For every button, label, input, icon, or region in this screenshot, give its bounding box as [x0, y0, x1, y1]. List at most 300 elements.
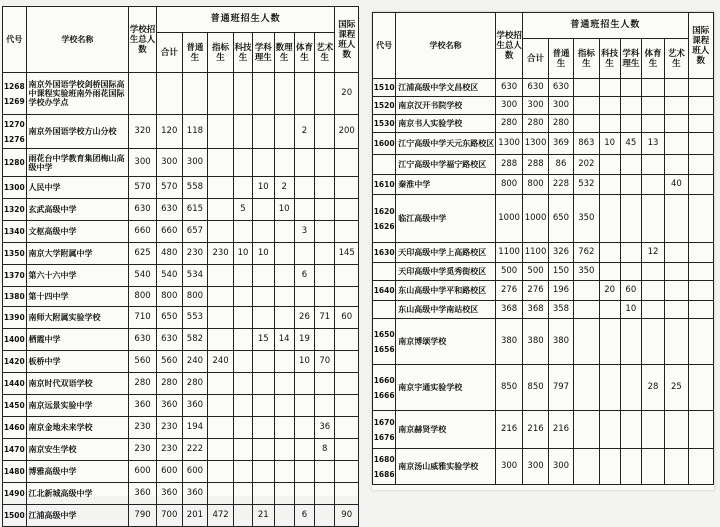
row-arts	[665, 79, 688, 97]
row-code-start: 1300	[3, 183, 25, 192]
row-code	[3, 461, 27, 483]
row-general: 600	[182, 461, 208, 483]
row-sci-tech	[599, 97, 620, 115]
row-sci-gifted: 60	[620, 281, 641, 301]
row-math-phys	[274, 73, 294, 115]
row-code-start: 1420	[3, 357, 25, 366]
table-row	[3, 243, 359, 265]
row-code-start: 1520	[373, 101, 395, 110]
row-name: 南京远景实验中学	[26, 395, 129, 417]
row-sci-gifted	[253, 351, 274, 373]
row-designated	[208, 461, 234, 483]
row-sports	[294, 177, 314, 199]
row-code	[3, 505, 27, 527]
col-scigifted-header: 学科理生	[253, 33, 274, 73]
row-designated: 240	[208, 351, 234, 373]
row-general: 196	[548, 281, 573, 301]
row-total: 230	[129, 417, 157, 439]
row-math-phys	[274, 483, 294, 505]
row-sci-gifted	[253, 307, 274, 329]
row-total: 380	[495, 319, 523, 365]
row-sci-gifted	[253, 221, 274, 243]
row-sci-gifted: 10	[253, 243, 274, 265]
row-name: 临江高级中学	[396, 195, 496, 243]
table-row	[3, 265, 359, 287]
row-intl	[688, 263, 713, 281]
row-arts	[315, 149, 335, 177]
row-intl	[335, 395, 359, 417]
row-math-phys	[274, 287, 294, 307]
row-total: 500	[495, 263, 523, 281]
row-designated	[574, 301, 599, 319]
row-sports	[641, 175, 664, 195]
row-sci-gifted	[253, 417, 274, 439]
row-code	[373, 301, 396, 319]
row-name: 天印高级中学觅秀街校区	[396, 263, 496, 281]
col-general-header: 普通生	[548, 39, 573, 79]
row-subtotal: 700	[156, 505, 182, 527]
row-sports	[641, 195, 664, 243]
row-designated: 532	[574, 175, 599, 195]
right-sheet	[372, 12, 714, 490]
row-subtotal: 1100	[523, 243, 548, 263]
row-sci-tech	[599, 115, 620, 133]
row-intl: 90	[335, 505, 359, 527]
table-row	[3, 329, 359, 351]
right-enrollment-table	[372, 12, 714, 485]
row-subtotal: 600	[156, 461, 182, 483]
row-general: 615	[182, 199, 208, 221]
row-sports: 28	[641, 365, 664, 411]
row-sports: 2	[294, 115, 314, 149]
row-general: 300	[548, 97, 573, 115]
row-designated	[208, 483, 234, 505]
row-code	[3, 199, 27, 221]
row-total: 850	[495, 365, 523, 411]
row-sci-tech	[599, 175, 620, 195]
row-sci-tech: 10	[599, 133, 620, 155]
row-code-end: 1666	[373, 390, 395, 400]
row-arts: 70	[315, 351, 335, 373]
row-intl	[335, 177, 359, 199]
table-row	[373, 115, 714, 133]
row-code-start: 1400	[3, 335, 25, 344]
row-sci-gifted	[620, 411, 641, 449]
col-intl-header: 国际课程班人数	[335, 7, 359, 73]
col-total-header: 学校招生总人数	[129, 7, 157, 73]
row-intl: 20	[335, 73, 359, 115]
row-math-phys	[274, 307, 294, 329]
row-sports	[641, 97, 664, 115]
row-designated	[574, 449, 599, 485]
row-name: 江北新城高级中学	[26, 483, 129, 505]
row-code	[3, 287, 27, 307]
row-math-phys	[274, 351, 294, 373]
row-arts	[665, 301, 688, 319]
row-designated	[208, 221, 234, 243]
row-sci-tech	[599, 243, 620, 263]
row-general: 657	[182, 221, 208, 243]
row-math-phys	[274, 417, 294, 439]
row-math-phys	[274, 243, 294, 265]
row-name: 玄武高级中学	[26, 199, 129, 221]
row-name: 东山高级中学南站校区	[396, 301, 496, 319]
row-subtotal: 216	[523, 411, 548, 449]
row-code-start: 1650	[373, 329, 395, 339]
row-sci-gifted	[253, 483, 274, 505]
row-intl	[335, 483, 359, 505]
row-code-start: 1470	[3, 445, 25, 454]
row-arts	[315, 329, 335, 351]
row-name: 秦淮中学	[396, 175, 496, 195]
row-name: 江宁高级中学福宁路校区	[396, 155, 496, 175]
row-name: 南京金地未来学校	[26, 417, 129, 439]
row-name: 南京宇通实验学校	[396, 365, 496, 411]
row-sports: 6	[294, 505, 314, 527]
row-code	[373, 365, 396, 411]
row-math-phys	[274, 149, 294, 177]
row-code	[373, 195, 396, 243]
row-sci-gifted	[620, 319, 641, 365]
row-sci-gifted	[620, 195, 641, 243]
row-code-start: 1680	[373, 454, 395, 464]
row-name: 南京汤山威雅实验学校	[396, 449, 496, 485]
col-code-header: 代号	[373, 13, 396, 79]
row-intl	[335, 265, 359, 287]
row-sci-tech	[233, 483, 252, 505]
row-designated	[208, 395, 234, 417]
row-designated	[574, 79, 599, 97]
row-subtotal: 650	[156, 307, 182, 329]
col-designated-header: 指标生	[208, 33, 234, 73]
table-row	[373, 365, 714, 411]
row-designated	[208, 307, 234, 329]
row-subtotal: 360	[156, 483, 182, 505]
row-name: 江浦高级中学文昌校区	[396, 79, 496, 97]
row-general: 558	[182, 177, 208, 199]
row-arts	[665, 449, 688, 485]
row-name: 南京赫贤学校	[396, 411, 496, 449]
row-designated: 350	[574, 263, 599, 281]
table-row	[373, 301, 714, 319]
row-designated	[208, 265, 234, 287]
row-code-start: 1390	[3, 313, 25, 322]
row-code-start: 1490	[3, 489, 25, 498]
row-code	[3, 243, 27, 265]
row-code	[373, 133, 396, 155]
row-designated	[574, 115, 599, 133]
row-general: 300	[182, 149, 208, 177]
table-row	[373, 79, 714, 97]
col-scitech-header: 科技生	[599, 39, 620, 79]
row-designated	[208, 115, 234, 149]
row-intl	[688, 97, 713, 115]
row-sports	[641, 79, 664, 97]
row-arts	[665, 263, 688, 281]
row-total: 630	[129, 199, 157, 221]
row-code-start: 1600	[373, 139, 395, 148]
row-code-start: 1510	[373, 83, 395, 92]
row-code	[373, 97, 396, 115]
row-intl: 60	[335, 307, 359, 329]
row-math-phys	[274, 505, 294, 527]
table-row	[3, 287, 359, 307]
row-sci-gifted	[253, 265, 274, 287]
row-general: 216	[548, 411, 573, 449]
row-code-start: 1340	[3, 227, 25, 236]
row-total: 540	[129, 265, 157, 287]
row-designated	[208, 373, 234, 395]
row-sports	[294, 439, 314, 461]
row-sci-tech	[233, 329, 252, 351]
row-code	[373, 263, 396, 281]
row-subtotal: 850	[523, 365, 548, 411]
row-total: 360	[129, 483, 157, 505]
row-code-start: 1660	[373, 375, 395, 385]
row-code	[373, 319, 396, 365]
row-code	[3, 351, 27, 373]
row-code-start: 1620	[373, 206, 395, 216]
col-scitech-header: 科技生	[233, 33, 252, 73]
row-sci-tech	[599, 449, 620, 485]
col-regular-header: 普通班招生人数	[523, 13, 688, 39]
row-code-end: 1269	[3, 96, 25, 106]
row-sci-tech	[599, 263, 620, 281]
row-sports: 12	[641, 243, 664, 263]
row-sci-gifted: 10	[253, 177, 274, 199]
row-intl	[688, 411, 713, 449]
row-intl: 200	[335, 115, 359, 149]
row-name: 栖霞中学	[26, 329, 129, 351]
row-arts	[665, 411, 688, 449]
row-total: 630	[495, 79, 523, 97]
row-total: 800	[495, 175, 523, 195]
row-arts: 40	[665, 175, 688, 195]
table-row	[3, 115, 359, 149]
row-sci-gifted	[620, 155, 641, 175]
row-sci-tech	[599, 155, 620, 175]
row-designated	[208, 417, 234, 439]
row-sci-tech: 20	[599, 281, 620, 301]
table-row	[373, 281, 714, 301]
row-sci-gifted	[253, 149, 274, 177]
row-intl: 145	[335, 243, 359, 265]
row-code	[373, 115, 396, 133]
row-sci-gifted	[620, 97, 641, 115]
row-sports: 26	[294, 307, 314, 329]
row-sports	[294, 149, 314, 177]
row-sports: 10	[294, 351, 314, 373]
col-scigifted-header: 学科理生	[620, 39, 641, 79]
row-code	[3, 329, 27, 351]
row-code	[373, 79, 396, 97]
row-designated: 202	[574, 155, 599, 175]
row-subtotal: 540	[156, 265, 182, 287]
row-subtotal: 560	[156, 351, 182, 373]
row-sci-tech	[233, 439, 252, 461]
row-arts: 71	[315, 307, 335, 329]
row-total	[129, 73, 157, 115]
col-designated-header: 指标生	[574, 39, 599, 79]
row-code-start: 1450	[3, 401, 25, 410]
row-code-end: 1276	[3, 134, 25, 144]
row-sports	[294, 483, 314, 505]
right-table-body	[373, 79, 714, 485]
row-arts	[665, 319, 688, 365]
row-name: 江宁高级中学天元东路校区	[396, 133, 496, 155]
row-sci-tech	[599, 79, 620, 97]
row-general: 86	[548, 155, 573, 175]
row-designated	[574, 97, 599, 115]
row-subtotal: 300	[523, 449, 548, 485]
row-code	[373, 449, 396, 485]
row-intl	[688, 243, 713, 263]
table-row	[3, 307, 359, 329]
row-arts	[665, 195, 688, 243]
row-sci-gifted	[253, 287, 274, 307]
row-arts	[315, 461, 335, 483]
row-code-start: 1670	[373, 417, 395, 427]
row-sci-tech	[599, 195, 620, 243]
col-sports-header: 体育生	[294, 33, 314, 73]
row-sci-gifted	[253, 395, 274, 417]
row-sci-gifted	[253, 115, 274, 149]
row-name: 东山高级中学平和路校区	[396, 281, 496, 301]
row-designated: 230	[208, 243, 234, 265]
row-subtotal: 300	[523, 97, 548, 115]
row-sports: 3	[294, 221, 314, 243]
row-name: 第十四中学	[26, 287, 129, 307]
row-general: 800	[182, 287, 208, 307]
row-sci-tech	[233, 307, 252, 329]
row-total: 600	[129, 461, 157, 483]
row-general: 797	[548, 365, 573, 411]
row-name: 板桥中学	[26, 351, 129, 373]
row-code	[3, 221, 27, 243]
row-code	[3, 265, 27, 287]
row-sci-gifted	[253, 199, 274, 221]
row-subtotal: 630	[156, 199, 182, 221]
row-arts	[315, 243, 335, 265]
row-intl	[688, 319, 713, 365]
row-sci-gifted: 45	[620, 133, 641, 155]
row-name: 南京大学附属中学	[26, 243, 129, 265]
row-intl	[688, 281, 713, 301]
table-row	[373, 263, 714, 281]
row-total: 216	[495, 411, 523, 449]
row-sci-tech	[599, 365, 620, 411]
row-sports	[641, 319, 664, 365]
row-general: 582	[182, 329, 208, 351]
row-sports	[294, 417, 314, 439]
row-sci-tech	[599, 301, 620, 319]
row-arts: 8	[315, 439, 335, 461]
row-sci-tech	[233, 505, 252, 527]
row-general: 194	[182, 417, 208, 439]
row-name: 南京安生学校	[26, 439, 129, 461]
col-name-header: 学校名称	[26, 7, 129, 73]
row-general	[182, 73, 208, 115]
row-math-phys: 14	[274, 329, 294, 351]
row-general: 222	[182, 439, 208, 461]
row-total: 1000	[495, 195, 523, 243]
row-name: 人民中学	[26, 177, 129, 199]
row-code	[3, 417, 27, 439]
row-code	[373, 155, 396, 175]
row-sci-gifted	[253, 73, 274, 115]
table-row	[373, 319, 714, 365]
row-math-phys	[274, 115, 294, 149]
row-total: 280	[495, 115, 523, 133]
row-general: 630	[548, 79, 573, 97]
row-intl	[688, 195, 713, 243]
row-math-phys	[274, 221, 294, 243]
row-arts	[315, 177, 335, 199]
row-code-end: 1656	[373, 344, 395, 354]
row-total: 288	[495, 155, 523, 175]
row-designated: 350	[574, 195, 599, 243]
row-name: 南京时代双语学校	[26, 373, 129, 395]
row-name: 南京外国语学校剑桥国际高中课程实验班南外雨花国际学校办学点	[26, 73, 129, 115]
row-sci-gifted	[253, 373, 274, 395]
row-name: 南京外国语学校方山分校	[26, 115, 129, 149]
row-total: 230	[129, 439, 157, 461]
row-code-start: 1350	[3, 249, 25, 258]
row-sci-tech	[233, 149, 252, 177]
row-subtotal: 368	[523, 301, 548, 319]
row-subtotal: 288	[523, 155, 548, 175]
row-code	[3, 73, 27, 115]
row-arts	[665, 115, 688, 133]
col-name-header: 学校名称	[396, 13, 496, 79]
row-arts	[315, 505, 335, 527]
row-total: 1100	[495, 243, 523, 263]
row-arts	[315, 115, 335, 149]
row-sci-gifted: 10	[620, 301, 641, 319]
row-designated	[574, 365, 599, 411]
col-mathphys-header: 数理生	[274, 33, 294, 73]
row-general: 553	[182, 307, 208, 329]
row-general: 280	[548, 115, 573, 133]
row-code-start: 1440	[3, 379, 25, 388]
row-arts	[665, 97, 688, 115]
row-code	[3, 395, 27, 417]
row-general: 228	[548, 175, 573, 195]
row-subtotal: 800	[523, 175, 548, 195]
row-code-start: 1630	[373, 248, 395, 257]
row-code-start: 1320	[3, 205, 25, 214]
row-arts	[315, 287, 335, 307]
row-math-phys	[274, 461, 294, 483]
row-intl	[335, 221, 359, 243]
col-arts-header: 艺术生	[315, 33, 335, 73]
row-name: 第六十六中学	[26, 265, 129, 287]
row-sports: 6	[294, 265, 314, 287]
table-row	[373, 195, 714, 243]
row-general: 360	[182, 483, 208, 505]
row-subtotal: 280	[156, 373, 182, 395]
row-arts	[315, 73, 335, 115]
row-intl	[335, 373, 359, 395]
row-sci-tech	[233, 351, 252, 373]
row-intl	[335, 461, 359, 483]
row-total: 660	[129, 221, 157, 243]
row-code	[3, 115, 27, 149]
row-intl	[335, 149, 359, 177]
row-arts	[665, 133, 688, 155]
row-code-start: 1640	[373, 286, 395, 295]
row-general: 201	[182, 505, 208, 527]
